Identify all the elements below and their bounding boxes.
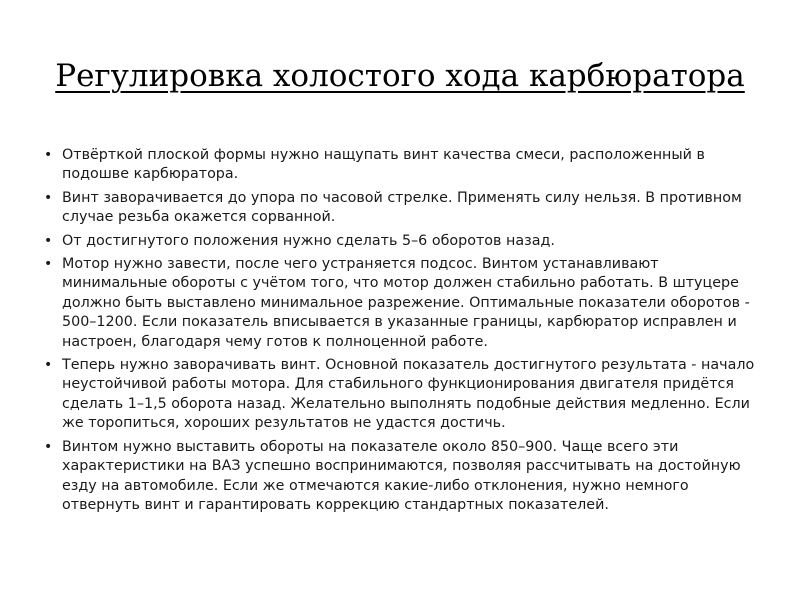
slide-title: Регулировка холостого хода карбюратора bbox=[55, 58, 745, 94]
bullet-text: Отвёрткой плоской формы нужно нащупать винт качества смеси, расположенный в подошве карбюратора. bbox=[62, 147, 705, 183]
bullet-text: Винтом нужно выставить обороты на показателе около 850–900. Чаще всего эти характеристики на ВАЗ успешно воспринимаются, позволяя рассчитывать на достойную езду на автомобиле. Если же отмечаются какие-либо отклонения, нужно немного отвернуть винт и гарантировать коррекцию стандартных показателей. bbox=[62, 438, 741, 513]
bullet-dot-icon: • bbox=[44, 357, 53, 374]
bullet-dot-icon: • bbox=[44, 256, 53, 273]
list-item bbox=[44, 438, 760, 516]
list-item bbox=[44, 255, 760, 352]
bullet-text: Теперь нужно заворачивать винт. Основной показатель достигнутого результата - начало неустойчивой работы мотора. Для стабильного функционирования двигателя придётся сделать 1–1,5 оборота назад. Желательно выполнять подобные действия медленно. Если же торопиться, хороших результатов не удастся достичь. bbox=[62, 357, 755, 432]
bullet-text: Винт заворачивается до упора по часовой стрелке. Применять силу нельзя. В противном случае резьба окажется сорванной. bbox=[62, 189, 742, 226]
list-item bbox=[44, 356, 760, 434]
list-item bbox=[44, 189, 760, 228]
bullet-dot-icon: • bbox=[44, 147, 53, 163]
bullet-list bbox=[44, 146, 760, 519]
bullet-dot-icon: • bbox=[44, 438, 53, 455]
bullet-dot-icon: • bbox=[44, 189, 53, 206]
bullet-text: От достигнутого положения нужно сделать 5–6 оборотов назад. bbox=[62, 232, 555, 249]
list-item bbox=[44, 146, 760, 185]
list-item bbox=[44, 232, 760, 251]
bullet-text: Мотор нужно завести, после чего устраняется подсос. Винтом устанавливают минимальные обороты с учётом того, что мотор должен стабильно работать. В штуцере должно быть выставлено минимальное разрежение. Оптимальные показатели оборотов - 500–1200. Если показатель вписывается в указанные границы, карбюратор исправлен и настроен, благодаря чему готов к полноценной работе. bbox=[62, 256, 750, 350]
bullet-dot-icon: • bbox=[44, 232, 53, 249]
